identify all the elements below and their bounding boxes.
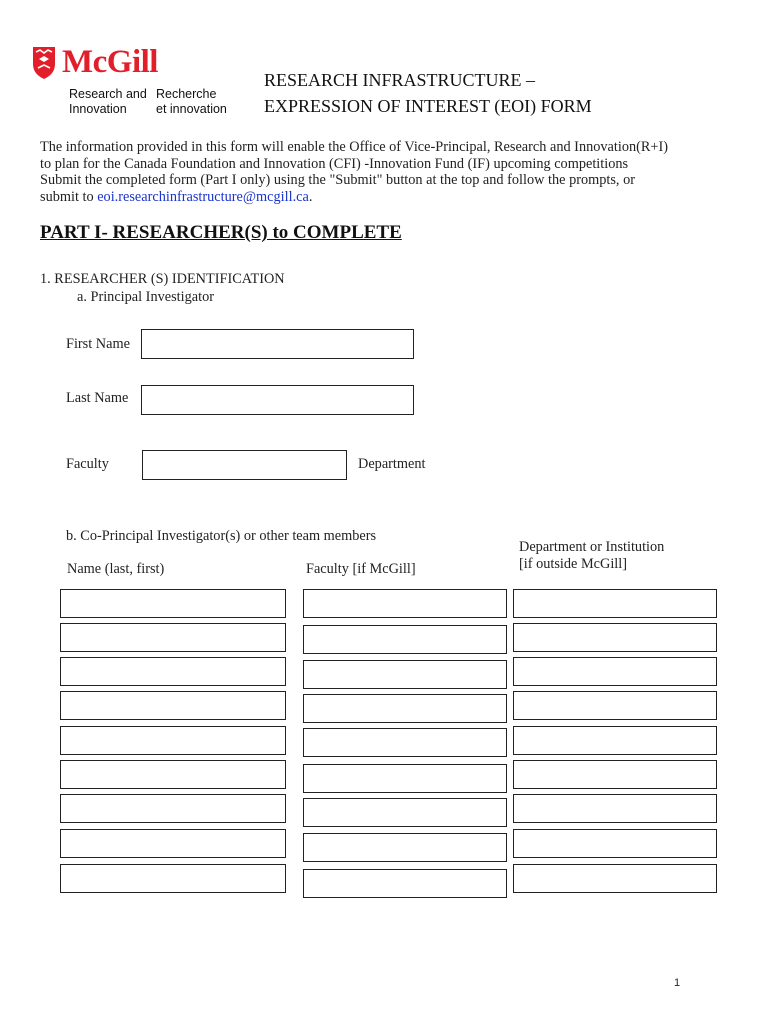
co-pi-name-field[interactable] xyxy=(60,589,286,618)
intro-paragraph: The information provided in this form will enable the Office of Vice-Principal, Research and Innovation(R+I) to plan for the Canada Foundation and Innovation (CFI) -Innovation Fund (IF) upcoming competitions Submit the completed form (Part I only) using the "Submit" button at the top and follow the prompts, or submit to eoi.researchinfrastructure@mcgill.ca. xyxy=(40,139,669,205)
mcgill-wordmark: McGill xyxy=(62,44,158,80)
co-pi-department-field[interactable] xyxy=(513,760,717,789)
co-pi-department-field[interactable] xyxy=(513,864,717,893)
co-pi-name-field[interactable] xyxy=(60,691,286,720)
faculty-label: Faculty xyxy=(66,456,109,472)
part-heading: PART I- RESEARCHER(S) to COMPLETE xyxy=(40,222,402,243)
faculty-field[interactable] xyxy=(142,450,347,480)
co-pi-faculty-field[interactable] xyxy=(303,798,507,827)
co-pi-name-field[interactable] xyxy=(60,794,286,823)
col-name-header: Name (last, first) xyxy=(67,561,165,577)
co-pi-faculty-field[interactable] xyxy=(303,694,507,723)
co-pi-faculty-field[interactable] xyxy=(303,764,507,793)
first-name-label: First Name xyxy=(66,336,130,352)
co-pi-name-field[interactable] xyxy=(60,726,286,755)
co-pi-department-field[interactable] xyxy=(513,589,717,618)
co-pi-department-field[interactable] xyxy=(513,623,717,652)
co-pi-department-field[interactable] xyxy=(513,691,717,720)
page-number: 1 xyxy=(674,977,681,989)
form-title-line2: EXPRESSION OF INTEREST (EOI) FORM xyxy=(264,96,592,116)
col-dept-header: Department or Institution [if outside McGill] xyxy=(519,539,665,572)
subsection-a-heading: a. Principal Investigator xyxy=(77,289,214,305)
co-pi-name-field[interactable] xyxy=(60,864,286,893)
first-name-field[interactable] xyxy=(141,329,414,359)
department-label: Department xyxy=(358,456,426,472)
co-pi-department-field[interactable] xyxy=(513,657,717,686)
co-pi-faculty-field[interactable] xyxy=(303,833,507,862)
mcgill-shield-icon xyxy=(32,46,56,80)
col-faculty-header: Faculty [if McGill] xyxy=(306,561,416,577)
co-pi-faculty-field[interactable] xyxy=(303,728,507,757)
last-name-field[interactable] xyxy=(141,385,414,415)
co-pi-faculty-field[interactable] xyxy=(303,625,507,654)
co-pi-faculty-field[interactable] xyxy=(303,589,507,618)
co-pi-department-field[interactable] xyxy=(513,794,717,823)
email-link[interactable]: eoi.researchinfrastructure@mcgill.ca xyxy=(97,188,309,205)
co-pi-name-field[interactable] xyxy=(60,760,286,789)
co-pi-department-field[interactable] xyxy=(513,829,717,858)
co-pi-faculty-field[interactable] xyxy=(303,660,507,689)
form-title-line1: RESEARCH INFRASTRUCTURE – xyxy=(264,70,536,90)
co-pi-name-field[interactable] xyxy=(60,657,286,686)
unit-name-fr: Recherche et innovation xyxy=(156,87,227,116)
section-1-heading: 1. RESEARCHER (S) IDENTIFICATION xyxy=(40,271,285,287)
co-pi-name-field[interactable] xyxy=(60,829,286,858)
last-name-label: Last Name xyxy=(66,390,129,406)
co-pi-department-field[interactable] xyxy=(513,726,717,755)
subsection-b-heading: b. Co-Principal Investigator(s) or other team members xyxy=(66,528,377,544)
unit-name-en: Research and Innovation xyxy=(69,87,147,116)
co-pi-name-field[interactable] xyxy=(60,623,286,652)
co-pi-faculty-field[interactable] xyxy=(303,869,507,898)
